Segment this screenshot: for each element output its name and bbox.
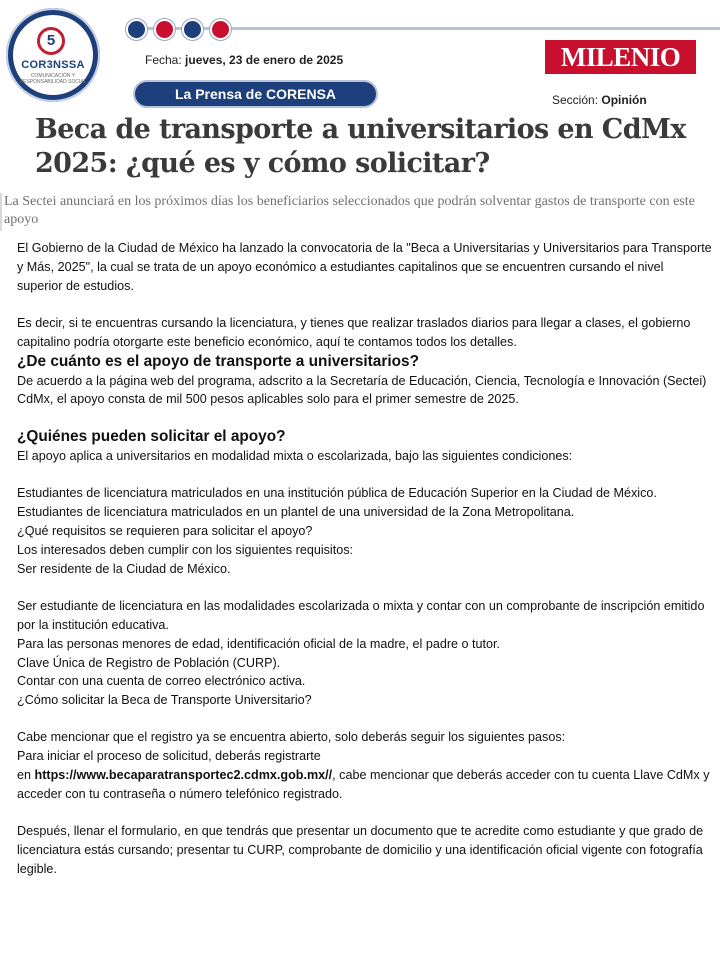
list-item: ¿Cómo solicitar la Beca de Transporte Universitario? [17,693,312,708]
list-item: Ser estudiante de licenciatura en las modalidades escolarizada o mixta y contar con un comprobante de inscripción emitido por la institución educativa. [17,598,705,632]
text: en [17,768,35,783]
date-line [145,53,343,67]
list-item: ¿Qué requisitos se requieren para solicitar el apoyo? [17,524,313,539]
section-value: Opinión [601,93,647,107]
paragraph-with-link [17,766,712,804]
corensa-logo [6,8,100,102]
list-item: Clave Única de Registro de Población (CURP). [17,655,281,670]
press-label: La Prensa de CORENSA [133,80,378,108]
list-item: Para las personas menores de edad, identificación oficial de la madre, el padre o tutor. [17,636,501,651]
paragraph: Para iniciar el proceso de solicitud, deberás registrarte [17,749,321,764]
list-item: Ser residente de la Ciudad de México. [17,561,231,576]
paragraph: Es decir, si te encuentras cursando la licenciatura, y tienes que realizar traslados diarios para llegar a clases, el gobierno capitalino podría otorgarte este beneficio económico, aquí te contamos todos los detalles. [17,315,691,349]
registration-link[interactable]: https://www.becaparatransportec2.cdmx.gob.mx// [34,768,333,783]
list-item: Estudiantes de licenciatura matriculados en una institución pública de Educación Superior en la Ciudad de México. [17,486,657,501]
dot-icon [126,19,147,40]
dot-icon [210,19,231,40]
section-label: Sección: [552,93,599,107]
paragraph: De acuerdo a la página web del programa, adscrito a la Secretaría de Educación, Ciencia, Tecnología e Innovación (Sectei) CdMx, el apoyo consta de mil 500 pesos aplicables solo para el primer semestre de 2025. [17,373,707,407]
paragraph: El apoyo aplica a universitarios en modalidad mixta o escolarizada, bajo las siguientes condiciones: [17,449,573,464]
section-heading: ¿Quiénes pueden solicitar el apoyo? [17,428,286,446]
list-item: Los interesados deben cumplir con los siguientes requisitos: [17,542,354,557]
article-subtitle: La Sectei anunciará en los próximos días los beneficiarios seleccionados que podrán solventar gastos de transporte con este apoyo [4,194,695,227]
milenio-logo: MILENIO [545,40,696,74]
list-item: Estudiantes de licenciatura matriculados en un plantel de una universidad de la Zona Metropolitana. [17,505,575,520]
date-value: jueves, 23 de enero de 2025 [185,53,344,67]
paragraph: Cabe mencionar que el registro ya se encuentra abierto, solo deberás seguir los siguientes pasos: [17,730,566,745]
section-line [552,93,647,107]
article-body [17,239,712,879]
logo-number: 5 [37,27,65,55]
article-headline: Beca de transporte a universitarios en CdMx 2025: ¿qué es y cómo solicitar? [35,114,686,179]
date-label: Fecha: [145,53,182,67]
text: , cabe mencionar que deberás acceder con tu cuenta Llave CdMx y acceder con tu contraseña o número telefónico registrado. [17,768,710,801]
section-heading: ¿De cuánto es el apoyo de transporte a universitarios? [17,352,419,370]
subtitle-rule [0,193,2,231]
logo-subtext: COMUNICACIÓN Y RESPONSABILIDAD SOCIAL [19,73,87,85]
dot-icon [154,19,175,40]
list-item: Contar con una cuenta de correo electrónico activa. [17,674,306,689]
paragraph: El Gobierno de la Ciudad de México ha lanzado la convocatoria de la "Beca a Universitarias y Universitarios para Transporte y Más, 2025", la cual se trata de un apoyo económico a estudiantes capitalinos que se encuentren cursando el nivel superior de estudios. [17,241,712,293]
logo-text: COR3NSSA [21,59,85,71]
logo-badge [13,15,93,95]
dot-icon [182,19,203,40]
paragraph: Después, llenar el formulario, en que tendrás que presentar un documento que te acredite como estudiante y que grado de licenciatura estás cursando; presentar tu CURP, comprobante de domicilio y una identificación oficial vigente con fotografía legible. [17,823,704,876]
